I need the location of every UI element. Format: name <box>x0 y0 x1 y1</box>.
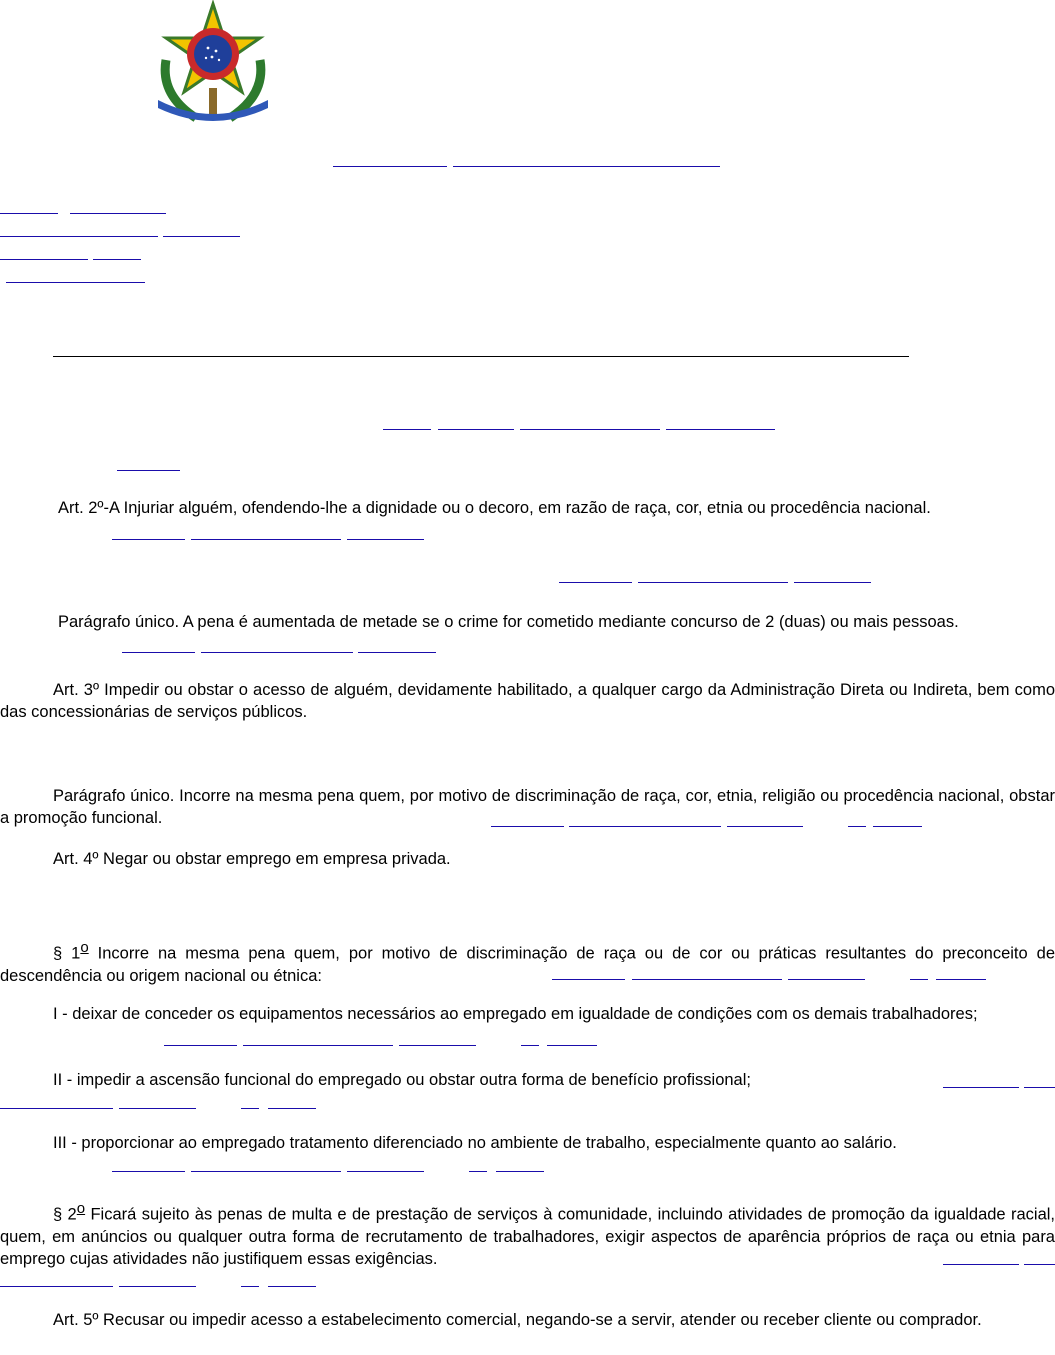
art4-p2-link-b[interactable] <box>1024 1264 1055 1265</box>
art3-par-link-c[interactable] <box>727 826 803 827</box>
art2-link-b[interactable] <box>191 539 341 540</box>
art3-par-link-d[interactable] <box>848 826 866 827</box>
art4-iii-link-a[interactable] <box>112 1171 185 1172</box>
nav-link-3a[interactable] <box>0 259 88 260</box>
art4-iii-link-c[interactable] <box>347 1171 424 1172</box>
art4-p1-link-b[interactable] <box>632 979 782 980</box>
art4-i-link-c[interactable] <box>399 1045 476 1046</box>
art4-p2-text: § 2$^o$ Ficará sujeito às penas de multa e de prestação de serviços à comunidade, incluindo atividades de promoção da igualdade racial, quem, em anúncios ou qualquer outra forma de recrutamento de trabalhadores, exigir aspectos de aparência próprios de raça ou etnia para emprego cujas atividades não justifiquem essas exigências. <box>0 1200 1055 1268</box>
nav-link-1b[interactable] <box>70 213 166 214</box>
art2-text: Art. 2º-A Injuriar alguém, ofendendo-lhe a dignidade ou o decoro, em razão de raça, cor, etnia ou procedência nacional. <box>58 499 931 517</box>
header-link-left[interactable] <box>333 166 447 167</box>
art4-i-link-b[interactable] <box>243 1045 393 1046</box>
art4-p1-link-e[interactable] <box>936 979 986 980</box>
art4-p2-link-d[interactable] <box>119 1286 196 1287</box>
art4-p2-link-e[interactable] <box>241 1286 259 1287</box>
art2-par-link-c[interactable] <box>358 652 436 653</box>
art4-p1-text: § 1$^o$ Incorre na mesma pena quem, por motivo de discriminação de raça ou de cor ou práticas resultantes do preconceito de descendência ou origem nacional ou étnica: <box>0 939 1055 985</box>
art3-par-link-e[interactable] <box>873 826 922 827</box>
nav-link-2a[interactable] <box>0 236 158 237</box>
art4-i-link-d[interactable] <box>521 1045 539 1046</box>
art4-ii-link-c[interactable] <box>0 1108 113 1109</box>
art4-p1-link-c[interactable] <box>788 979 865 980</box>
amend-link-b[interactable] <box>438 429 514 430</box>
art4-iii-link-d[interactable] <box>469 1171 487 1172</box>
art4-ii-link-a[interactable] <box>943 1087 1019 1088</box>
art3-par-link-a[interactable] <box>491 826 564 827</box>
header-link-right[interactable] <box>453 166 720 167</box>
brazil-coat-of-arms-icon <box>156 0 270 128</box>
art2-pena-link-c[interactable] <box>794 582 871 583</box>
divider <box>53 356 909 357</box>
art4-ii-text: II - impedir a ascensão funcional do empregado ou obstar outra forma de benefício profissional; <box>53 1071 751 1089</box>
nav-link-4[interactable] <box>6 282 145 283</box>
art4-i-text: I - deixar de conceder os equipamentos necessários ao empregado em igualdade de condições com os demais trabalhadores; <box>53 1005 978 1023</box>
art4-i-link-a[interactable] <box>164 1045 237 1046</box>
art2-paragrafo-text: Parágrafo único. A pena é aumentada de metade se o crime for cometido mediante concurso de 2 (duas) ou mais pessoas. <box>58 613 959 631</box>
art4-ii-link-f[interactable] <box>268 1108 316 1109</box>
nav-link-1a[interactable] <box>0 213 58 214</box>
art2-pena-link-a[interactable] <box>559 582 632 583</box>
art4-p2-link-c[interactable] <box>0 1286 113 1287</box>
art3-paragrafo-text: Parágrafo único. Incorre na mesma pena quem, por motivo de discriminação de raça, cor, etnia, religião ou procedência nacional, obstar a promoção funcional. <box>0 787 1055 827</box>
art2-link-c[interactable] <box>347 539 424 540</box>
amend-link-d[interactable] <box>666 429 775 430</box>
art2-par-link-b[interactable] <box>201 652 353 653</box>
art4-p2-link-f[interactable] <box>268 1286 316 1287</box>
nav-link-2b[interactable] <box>163 236 240 237</box>
art4-iii-link-e[interactable] <box>496 1171 544 1172</box>
art4-ii-link-d[interactable] <box>119 1108 196 1109</box>
amend-link-a[interactable] <box>383 429 431 430</box>
art2-par-link-a[interactable] <box>122 652 195 653</box>
art4-text: Art. 4º Negar ou obstar emprego em empresa privada. <box>53 850 451 868</box>
art4-iii-text: III - proporcionar ao empregado tratamento diferenciado no ambiente de trabalho, especialmente quanto ao salário. <box>53 1134 897 1152</box>
art2-pena-link-b[interactable] <box>638 582 788 583</box>
art3-text: Art. 3º Impedir ou obstar o acesso de alguém, devidamente habilitado, a qualquer cargo da Administração Direta ou Indireta, bem como das concessionárias de serviços públicos. <box>0 681 1055 721</box>
art5-text: Art. 5º Recusar ou impedir acesso a estabelecimento comercial, negando-se a servir, atender ou receber cliente ou comprador. <box>53 1311 982 1329</box>
art4-p2-link-a[interactable] <box>943 1264 1019 1265</box>
art4-p1-link-d[interactable] <box>910 979 928 980</box>
art3-par-link-b[interactable] <box>569 826 721 827</box>
art4-iii-link-b[interactable] <box>191 1171 341 1172</box>
amend-link-c[interactable] <box>520 429 660 430</box>
art4-ii-link-b[interactable] <box>1024 1087 1055 1088</box>
nav-link-3b[interactable] <box>93 259 141 260</box>
art4-p1-link-a[interactable] <box>552 979 625 980</box>
art4-i-link-e[interactable] <box>547 1045 597 1046</box>
amend-link-e[interactable] <box>117 470 180 471</box>
art4-ii-link-e[interactable] <box>241 1108 259 1109</box>
art2-link-a[interactable] <box>112 539 185 540</box>
